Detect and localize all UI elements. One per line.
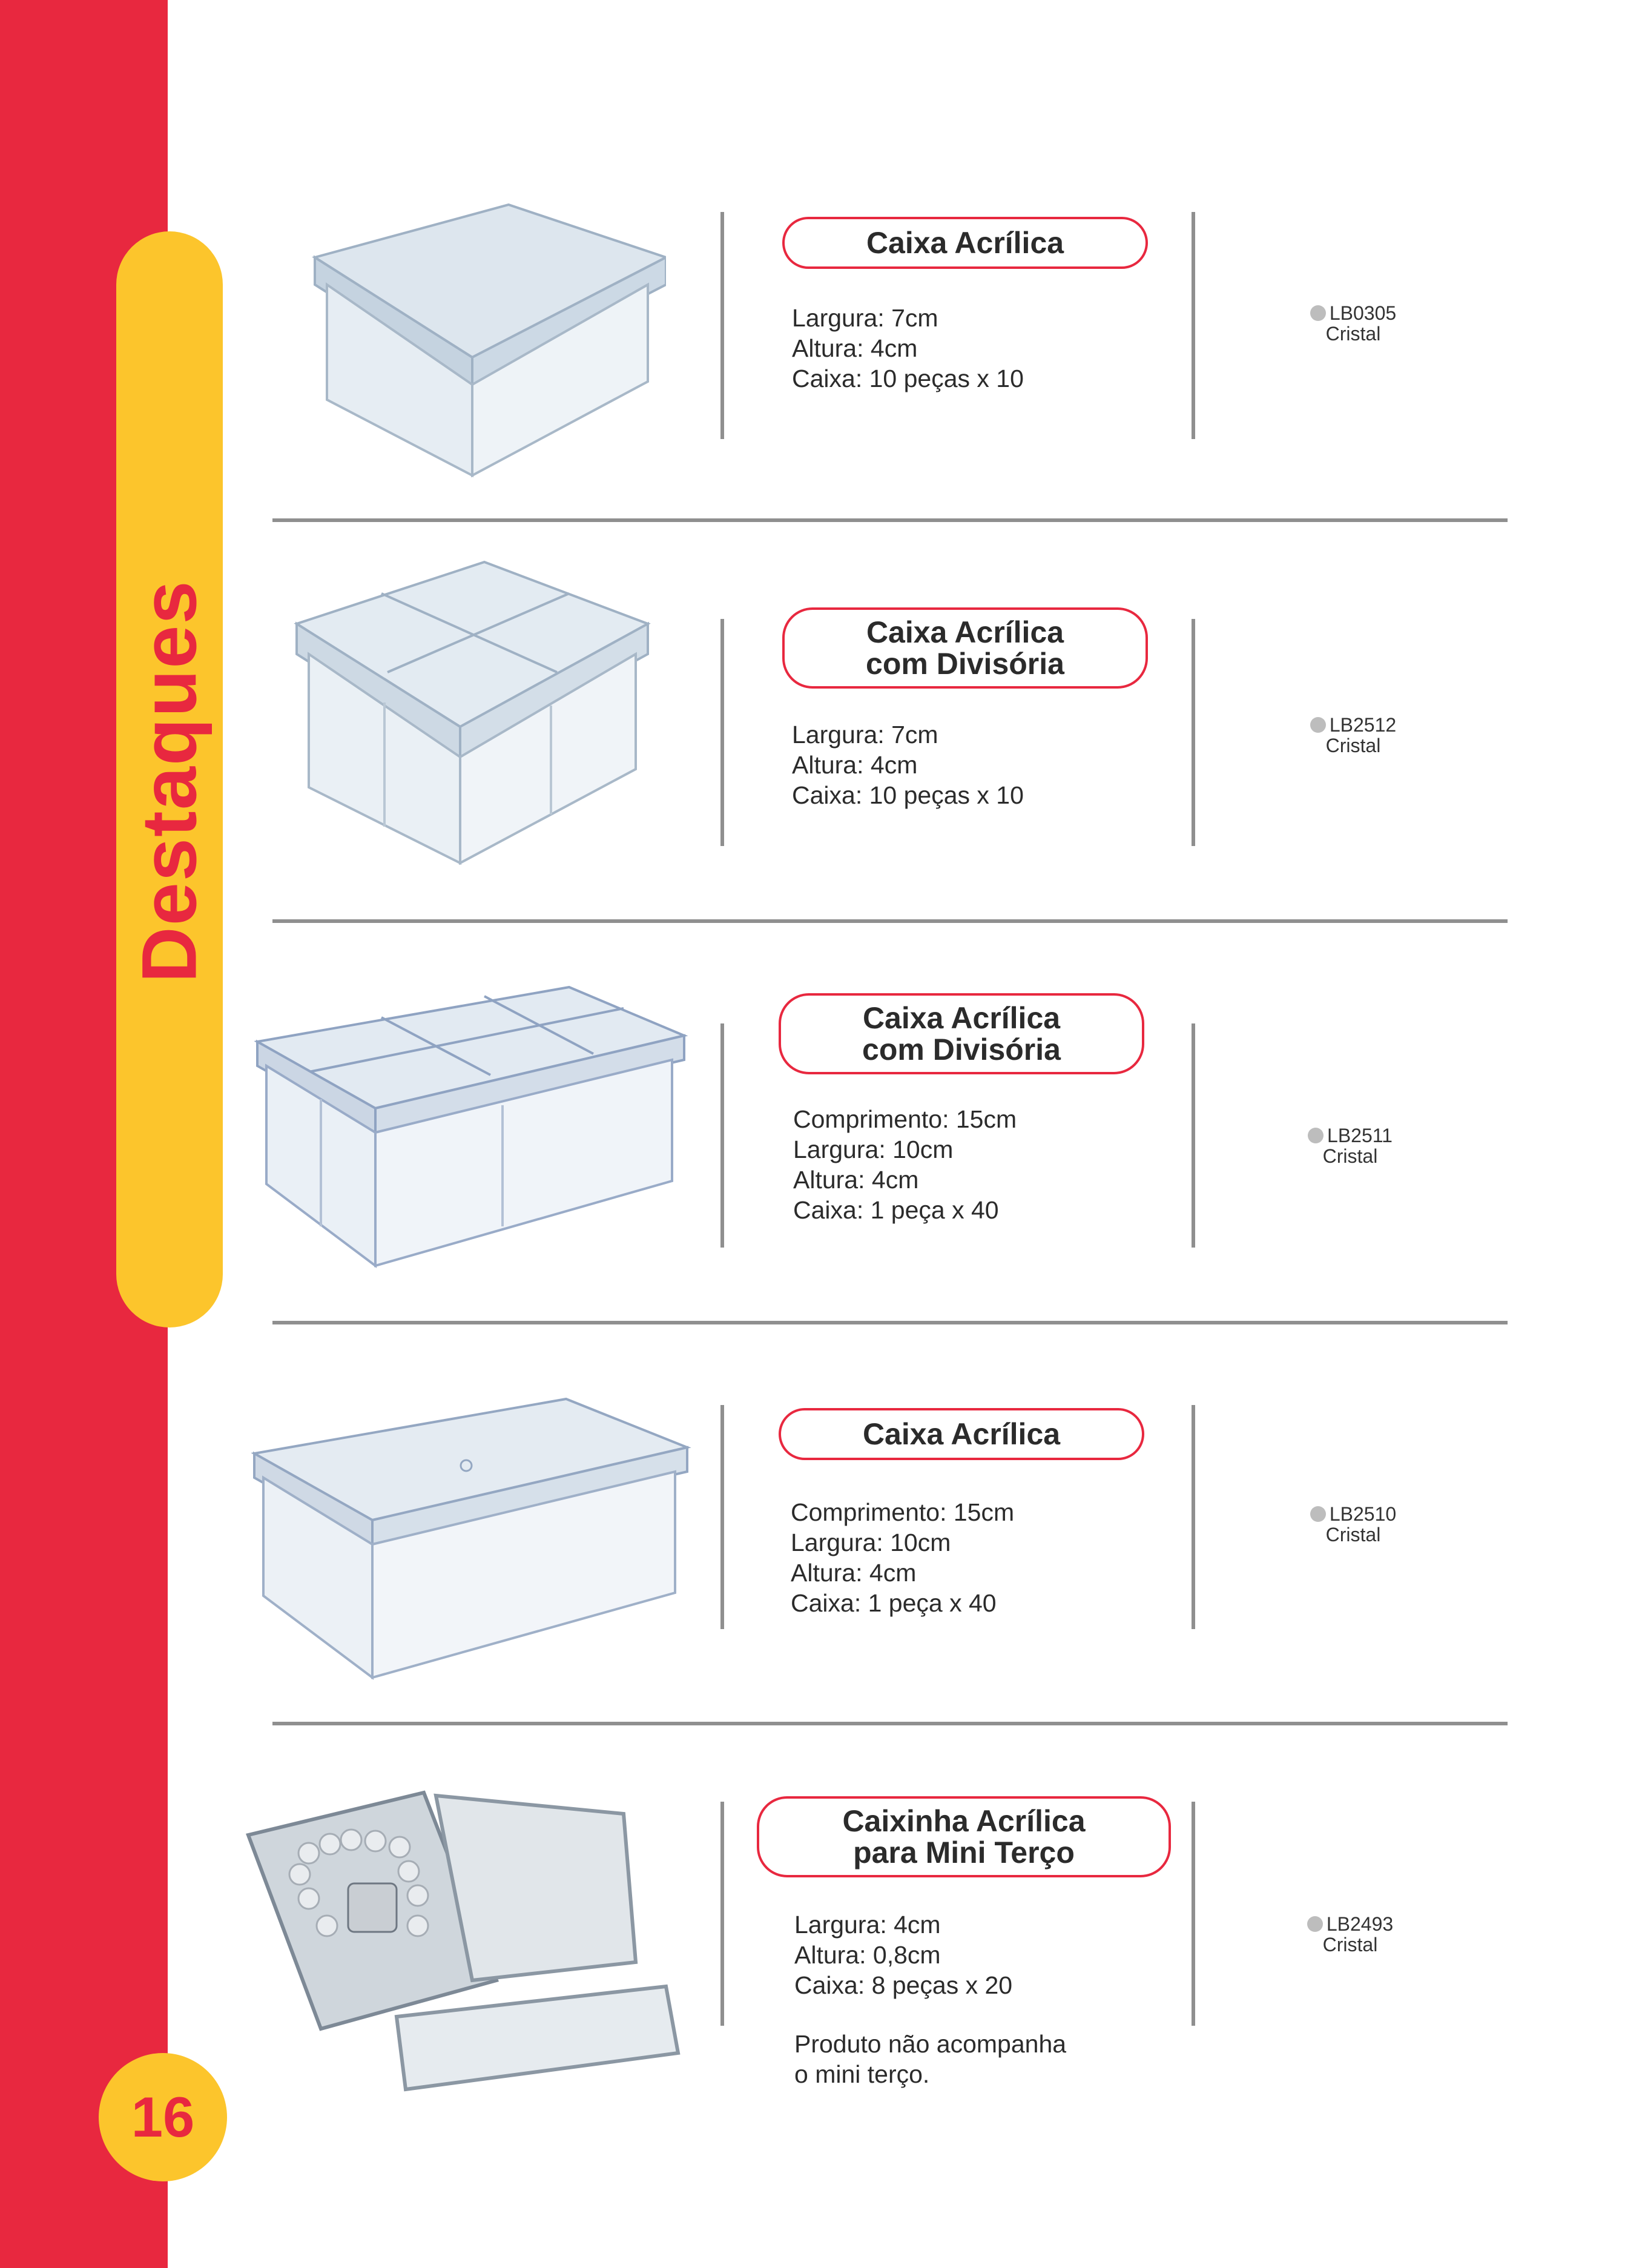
product-name-line: Caixa Acrílica xyxy=(866,615,1064,649)
divider-vertical xyxy=(720,1023,724,1248)
divider-vertical xyxy=(720,212,724,439)
product-name-pill xyxy=(779,1408,1144,1460)
product-name-pill xyxy=(757,1796,1171,1877)
divider-horizontal xyxy=(272,919,1508,923)
spec-line: Comprimento: 15cm xyxy=(791,1498,1015,1526)
product-color: Cristal xyxy=(1325,735,1381,756)
color-dot-icon xyxy=(1307,1916,1323,1932)
product-code-block xyxy=(1284,1125,1417,1166)
product-image-square-box-dividers xyxy=(291,557,654,866)
product-specs xyxy=(791,1497,1014,1618)
spec-line: Altura: 4cm xyxy=(792,334,918,362)
color-dot-icon xyxy=(1310,305,1326,321)
product-image-square-box xyxy=(291,200,666,478)
product-name-line: Caixinha Acrílica xyxy=(842,1804,1086,1838)
spec-line: Comprimento: 15cm xyxy=(793,1105,1017,1133)
product-code-block xyxy=(1284,1914,1417,1955)
page-number-badge xyxy=(99,2053,227,2181)
product-image-mini-rosary-box xyxy=(242,1787,702,2095)
product-name-line: Caixa Acrílica xyxy=(862,1417,1061,1451)
product-code: LB2493 xyxy=(1326,1913,1394,1935)
spec-line: Altura: 4cm xyxy=(791,1559,917,1587)
spec-line: Altura: 0,8cm xyxy=(794,1941,941,1969)
product-code-block xyxy=(1287,715,1420,756)
spec-line: Caixa: 10 peças x 10 xyxy=(792,781,1024,809)
divider-horizontal xyxy=(272,518,1508,522)
product-specs xyxy=(793,1104,1017,1225)
product-code: LB0305 xyxy=(1329,302,1397,324)
color-dot-icon xyxy=(1310,717,1326,733)
product-code-block xyxy=(1287,1504,1420,1545)
color-dot-icon xyxy=(1308,1128,1324,1143)
product-name-pill xyxy=(779,993,1144,1074)
spec-line: Largura: 10cm xyxy=(793,1136,954,1163)
divider-horizontal xyxy=(272,1321,1508,1324)
product-image-rect-box-dividers xyxy=(254,984,690,1269)
product-color: Cristal xyxy=(1322,1145,1378,1167)
product-note xyxy=(794,2029,1066,2089)
note-line: o mini terço. xyxy=(794,2060,930,2088)
product-code: LB2511 xyxy=(1327,1125,1393,1146)
product-specs xyxy=(792,719,1024,810)
divider-vertical xyxy=(720,619,724,846)
product-code: LB2512 xyxy=(1329,714,1397,736)
product-code: LB2510 xyxy=(1329,1503,1397,1525)
spec-line: Caixa: 10 peças x 10 xyxy=(792,365,1024,392)
product-name-line: para Mini Terço xyxy=(853,1836,1075,1870)
product-color: Cristal xyxy=(1325,323,1381,345)
product-name-pill xyxy=(782,217,1148,269)
divider-vertical xyxy=(1192,212,1195,439)
spec-line: Altura: 4cm xyxy=(792,751,918,779)
spec-line: Largura: 4cm xyxy=(794,1911,941,1939)
spec-line: Caixa: 8 peças x 20 xyxy=(794,1971,1013,1999)
spec-line: Largura: 7cm xyxy=(792,304,938,332)
spec-line: Largura: 7cm xyxy=(792,721,938,749)
divider-vertical xyxy=(1192,1023,1195,1248)
product-image-rect-box xyxy=(251,1396,693,1681)
divider-vertical xyxy=(720,1802,724,2026)
divider-vertical xyxy=(1192,619,1195,846)
divider-horizontal xyxy=(272,1722,1508,1725)
product-name-line: com Divisória xyxy=(866,647,1064,681)
spec-line: Largura: 10cm xyxy=(791,1529,951,1556)
divider-vertical xyxy=(720,1405,724,1629)
product-specs xyxy=(792,303,1024,394)
divider-vertical xyxy=(1192,1405,1195,1629)
product-specs xyxy=(794,1909,1012,2000)
divider-vertical xyxy=(1192,1802,1195,2026)
product-code-block xyxy=(1287,303,1420,344)
product-color: Cristal xyxy=(1322,1934,1378,1956)
color-dot-icon xyxy=(1310,1506,1326,1522)
spec-line: Caixa: 1 peça x 40 xyxy=(793,1196,999,1224)
product-name-line: Caixa Acrílica xyxy=(862,1001,1061,1035)
section-title: Destaques xyxy=(126,580,213,983)
product-color: Cristal xyxy=(1325,1524,1381,1546)
page-number: 16 xyxy=(131,2085,195,2149)
product-name-line: com Divisória xyxy=(862,1033,1061,1066)
product-name-pill xyxy=(782,607,1148,689)
note-line: Produto não acompanha xyxy=(794,2030,1067,2058)
spec-line: Altura: 4cm xyxy=(793,1166,919,1194)
product-name-line: Caixa Acrílica xyxy=(866,226,1064,260)
spec-line: Caixa: 1 peça x 40 xyxy=(791,1589,997,1617)
